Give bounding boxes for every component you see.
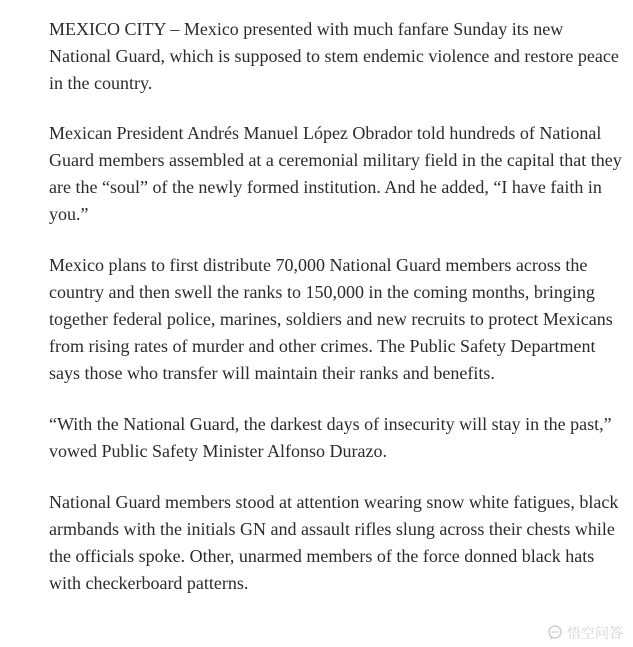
article-paragraph-2: Mexican President Andrés Manuel López Obrador told hundreds of National Guard members assembled at a ceremonial military field in the capital that they are the “soul” of the newly formed institution. And he added, “I have faith in you.” [49,123,622,224]
article-paragraph-1: MEXICO CITY – Mexico presented with much fanfare Sunday its new National Guard, which is supposed to stem endemic violence and restore peace in the country. [49,19,619,93]
watermark [547,623,623,643]
chat-bubble-icon [547,625,563,641]
article-paragraph-4: “With the National Guard, the darkest days of insecurity will stay in the past,” vowed Public Safety Minister Alfonso Durazo. [49,414,612,461]
article-body [49,16,627,620]
article-paragraph-5: National Guard members stood at attention wearing snow white fatigues, black armbands with the initials GN and assault rifles slung across their chests while the officials spoke. Other, unarmed members of the force donned black hats with checkerboard patterns. [49,492,619,593]
watermark-text: 悟空问答 [567,626,623,642]
article-paragraph-3: Mexico plans to first distribute 70,000 National Guard members across the country and then swell the ranks to 150,000 in the coming months, bringing together federal police, marines, soldiers and new recruits to protect Mexicans from rising rates of murder and other crimes. The Public Safety Department says those who transfer will maintain their ranks and benefits. [49,255,613,383]
